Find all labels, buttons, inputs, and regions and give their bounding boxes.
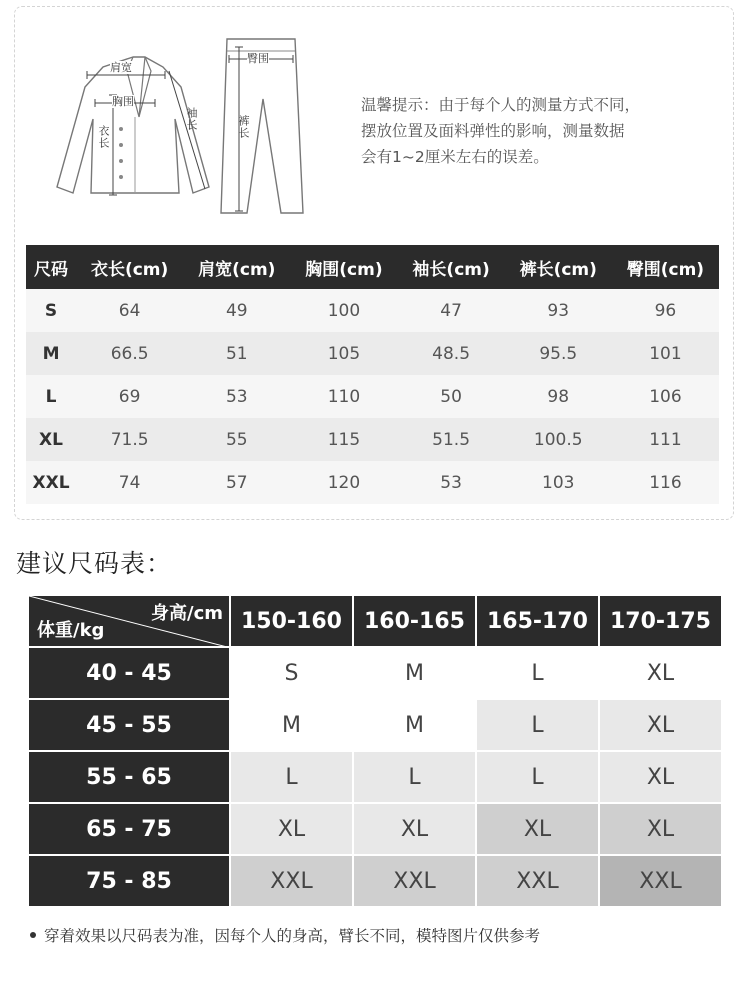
table-cell: 100.5 [505,418,612,461]
table-cell: 106 [612,375,719,418]
size-cell: M [231,700,354,752]
table-cell: 48.5 [398,332,505,375]
size-cell: XXL [600,856,723,908]
table-cell: 116 [612,461,719,504]
size-cell: XXL [354,856,477,908]
size-cell: S [26,289,76,332]
table-cell: 64 [76,289,183,332]
table-row [29,856,723,908]
shoulder-label: 肩宽 [110,61,132,74]
measurement-tip [361,92,706,170]
tip-line: 摆放位置及面料弹性的影响，测量数据 [361,122,625,140]
table-row [26,418,719,461]
header-length: 衣长(cm) [76,245,183,289]
weight-cell: 55 - 65 [29,752,231,804]
tip-line: 会有1~2厘米左右的误差。 [361,148,549,166]
size-cell: XL [600,752,723,804]
table-row [26,332,719,375]
table-row [26,461,719,504]
table-row [29,700,723,752]
recommend-title: 建议尺码表： [16,549,173,578]
size-cell: XL [600,648,723,700]
size-cell: L [231,752,354,804]
size-cell: XL [477,804,600,856]
hip-label: 臀围 [247,52,269,65]
table-row [26,289,719,332]
table-cell: 51 [183,332,290,375]
header-pants-length: 裤长(cm) [505,245,612,289]
recommended-size-table [29,596,723,908]
pants-length-label: 裤长 [237,115,250,139]
height-header: 170-175 [600,596,723,648]
table-cell: 53 [398,461,505,504]
sleeve-label: 袖长 [185,107,198,131]
tip-line: 温馨提示：由于每个人的测量方式不同， [361,96,641,114]
size-cell: L [477,752,600,804]
height-header: 150-160 [231,596,354,648]
size-cell: XL [354,804,477,856]
bullet-icon [30,932,36,938]
chest-label: 胸围 [112,95,134,108]
table-cell: 57 [183,461,290,504]
size-cell: XXL [477,856,600,908]
recommend-header [29,596,723,648]
table-cell: 49 [183,289,290,332]
table-cell: 98 [505,375,612,418]
table-cell: 47 [398,289,505,332]
height-axis-label: 身高/cm [151,603,223,624]
size-cell: L [26,375,76,418]
header-chest: 胸围(cm) [290,245,397,289]
measurement-card [14,6,734,520]
recommend-body [29,648,723,908]
table-cell: 95.5 [505,332,612,375]
table-cell: 51.5 [398,418,505,461]
weight-axis-label: 体重/kg [37,620,105,641]
size-cell: XL [600,700,723,752]
table-cell: 110 [290,375,397,418]
height-header: 165-170 [477,596,600,648]
table-cell: 111 [612,418,719,461]
size-cell: XXL [26,461,76,504]
table-cell: 103 [505,461,612,504]
table-row [29,804,723,856]
table-cell: 96 [612,289,719,332]
size-cell: L [354,752,477,804]
note-text: 穿着效果以尺码表为准，因每个人的身高，臂长不同，模特图片仅供参考 [44,927,541,945]
size-measurement-table [26,245,719,504]
table-row [29,752,723,804]
weight-cell: 75 - 85 [29,856,231,908]
height-header: 160-165 [354,596,477,648]
size-cell: XL [26,418,76,461]
corner-cell [29,596,231,648]
table-row [29,648,723,700]
size-cell: XL [600,804,723,856]
size-cell: XL [231,804,354,856]
table-cell: 100 [290,289,397,332]
length-label: 衣长 [97,125,110,149]
garment-diagram [15,7,355,237]
size-cell: XXL [231,856,354,908]
table-cell: 115 [290,418,397,461]
table-cell: 53 [183,375,290,418]
header-shoulder: 肩宽(cm) [183,245,290,289]
table-cell: 101 [612,332,719,375]
table-row [26,375,719,418]
size-cell: L [477,648,600,700]
size-cell: M [354,700,477,752]
header-sleeve: 袖长(cm) [398,245,505,289]
table-cell: 55 [183,418,290,461]
size-cell: L [477,700,600,752]
weight-cell: 45 - 55 [29,700,231,752]
header-hip: 臀围(cm) [612,245,719,289]
size-table-header [26,245,719,289]
table-cell: 74 [76,461,183,504]
table-cell: 66.5 [76,332,183,375]
fit-note [30,924,540,946]
table-cell: 105 [290,332,397,375]
weight-cell: 65 - 75 [29,804,231,856]
table-cell: 120 [290,461,397,504]
table-cell: 50 [398,375,505,418]
size-cell: S [231,648,354,700]
table-cell: 69 [76,375,183,418]
size-cell: M [26,332,76,375]
weight-cell: 40 - 45 [29,648,231,700]
table-cell: 71.5 [76,418,183,461]
table-cell: 93 [505,289,612,332]
size-cell: M [354,648,477,700]
header-size: 尺码 [26,245,76,289]
